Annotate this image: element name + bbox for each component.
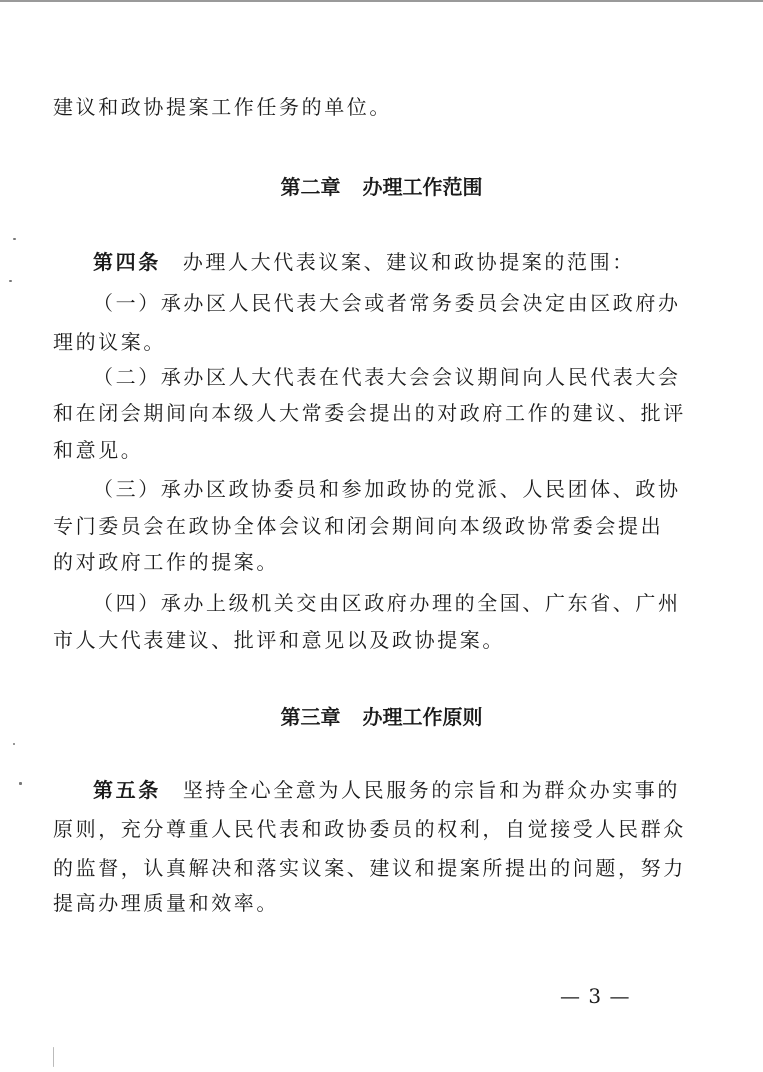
article-text: 办理人大代表议案、建议和政协提案的范围： — [182, 250, 635, 274]
body-line: （一）承办区人民代表大会或者常务委员会决定由区政府办 — [93, 291, 681, 315]
scan-speck — [19, 782, 22, 785]
body-line: 的对政府工作的提案。 — [53, 550, 279, 574]
scan-speck — [53, 1047, 54, 1067]
chapter-title: 办理工作原则 — [362, 705, 483, 729]
article-label: 第五条 — [93, 778, 161, 802]
chapter-number: 第三章 — [280, 705, 341, 729]
body-line: 市人大代表建议、批评和意见以及政协提案。 — [53, 628, 505, 652]
chapter-number: 第二章 — [280, 175, 341, 199]
body-line: 和在闭会期间向本级人大常委会提出的对政府工作的建议、批评 — [53, 401, 686, 425]
body-line: 原则，充分尊重人民代表和政协委员的权利，自觉接受人民群众 — [53, 817, 686, 841]
article-5-line — [93, 777, 681, 803]
chapter-3-heading — [0, 704, 763, 730]
scan-speck — [13, 238, 16, 240]
body-line: 和意见。 — [53, 438, 144, 462]
scan-speck — [13, 743, 15, 745]
body-line: 提高办理质量和效率。 — [53, 891, 279, 915]
chapter-2-heading — [0, 174, 763, 200]
body-line: 理的议案。 — [53, 330, 166, 354]
page-number: — 3 — — [560, 984, 631, 1008]
body-line: （四）承办上级机关交由区政府办理的全国、广东省、广州 — [93, 591, 681, 615]
body-line: 建议和政协提案工作任务的单位。 — [53, 95, 392, 119]
article-4-line — [93, 249, 635, 275]
body-line: （二）承办区人大代表在代表大会会议期间向人民代表大会 — [93, 365, 681, 389]
chapter-title: 办理工作范围 — [362, 175, 483, 199]
body-line: 的监督，认真解决和落实议案、建议和提案所提出的问题，努力 — [53, 856, 686, 880]
top-border-rule — [0, 0, 763, 2]
article-label: 第四条 — [93, 250, 161, 274]
article-text: 坚持全心全意为人民服务的宗旨和为群众办实事的 — [182, 778, 681, 802]
body-line: （三）承办区政协委员和参加政协的党派、人民团体、政协 — [93, 477, 681, 501]
body-line: 专门委员会在政协全体会议和闭会期间向本级政协常委会提出 — [53, 514, 664, 538]
scan-speck — [9, 280, 12, 282]
